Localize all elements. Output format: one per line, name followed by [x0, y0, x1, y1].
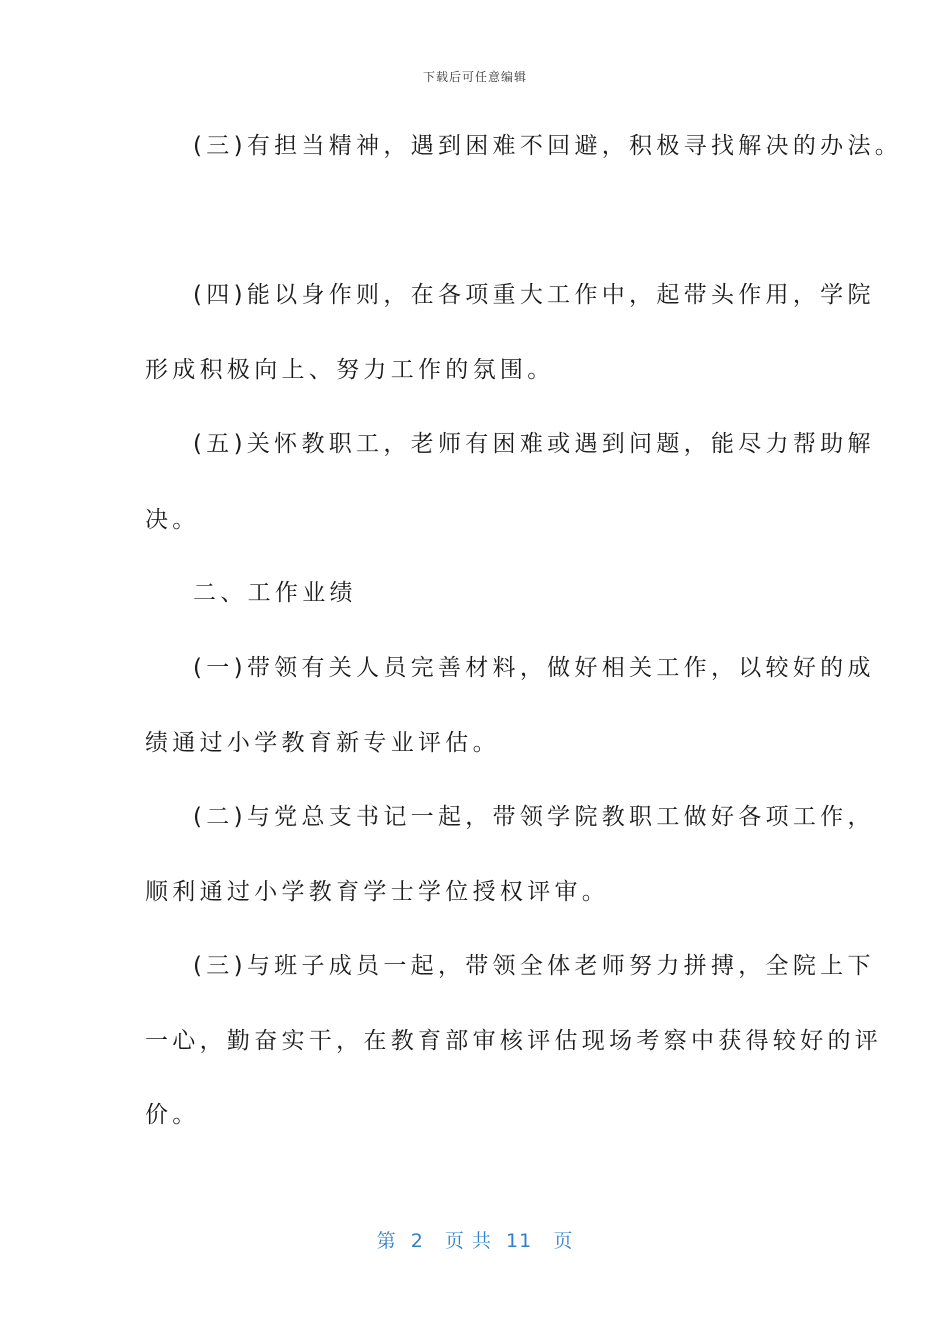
paragraph-line: (三)与班子成员一起，带领全体老师努力拼搏，全院上下 [193, 953, 875, 979]
paragraph-line: 价。 [145, 1102, 200, 1128]
paragraph-line: 绩通过小学教育新专业评估。 [145, 730, 500, 756]
paragraph-line: (一)带领有关人员完善材料，做好相关工作，以较好的成 [193, 655, 875, 681]
paragraph-line: (三)有担当精神，遇到困难不回避，积极寻找解决的办法。 [193, 133, 903, 159]
paragraph-line: 形成积极向上、努力工作的氛围。 [145, 357, 555, 383]
paragraph-line: (四)能以身作则，在各项重大工作中，起带头作用，学院 [193, 282, 875, 308]
section-heading: 二、工作业绩 [193, 580, 357, 606]
header-note: 下载后可任意编辑 [422, 70, 527, 84]
paragraph-line: 决。 [145, 507, 200, 533]
paragraph-line: 一心，勤奋实干，在教育部审核评估现场考察中获得较好的评 [145, 1028, 883, 1054]
paragraph-line: (二)与党总支书记一起，带领学院教职工做好各项工作， [193, 804, 875, 830]
page-number-footer: 第 2 页 共 11 页 [376, 1230, 574, 1252]
paragraph-line: 顺利通过小学教育学士学位授权评审。 [145, 879, 610, 905]
paragraph-line: (五)关怀教职工，老师有困难或遇到问题，能尽力帮助解 [193, 431, 875, 457]
